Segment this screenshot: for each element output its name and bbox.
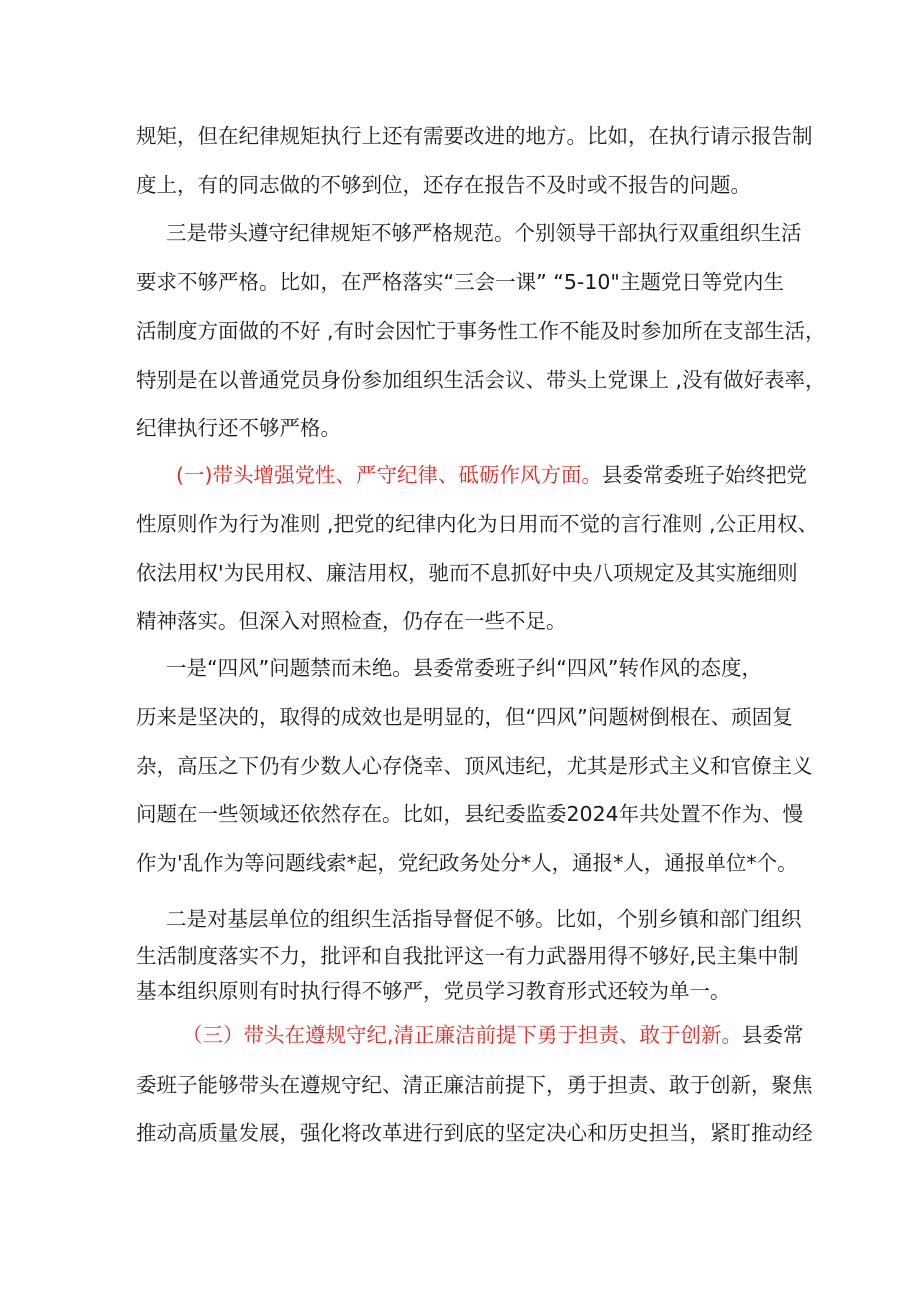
text-line: 精神落实。但深入对照检查，仍存在一些不足。	[136, 609, 567, 633]
text-span: 县委常委班子始终把党	[602, 463, 807, 487]
text-line: 要求不够严格。比如，在严格落实“三会一课” “5-10"主题党日等党内生	[136, 270, 784, 294]
text-line: 二是对基层单位的组织生活指导督促不够。比如，个别乡镇和部门组织	[166, 907, 802, 931]
text-line: 问题在一些领域还依然存在。比如，县纪委监委2024年共处置不作为、慢	[136, 802, 804, 826]
text-line: 基本组织原则有时执行得不够严，党员学习教育形式还较为单一。	[136, 979, 731, 1003]
text-line: 一是“四风”问题禁而未绝。县委常委班子纠“四风”转作风的态度，	[166, 656, 762, 680]
text-line: 纪律执行还不够严格。	[136, 416, 341, 440]
section-heading: (一)带头增强党性、严守纪律、砥砺作风方面。	[176, 463, 602, 487]
text-line: 历来是坚决的，取得的成效也是明显的，但“四风”问题树倒根在、顽固复	[136, 705, 793, 729]
text-line: 度上，有的同志做的不够到位，还存在报告不及时或不报告的问题。	[136, 173, 751, 197]
text-span: 县委常	[742, 1023, 804, 1047]
text-line: 规矩，但在纪律规矩执行上还有需要改进的地方。比如，在执行请示报告制	[136, 124, 813, 148]
text-line: 特别是在以普通党员身份参加组织生活会议、带头上党课上 ,没有做好表率，	[136, 368, 826, 392]
section-heading-line	[182, 1021, 804, 1049]
section-heading-line	[176, 461, 807, 489]
text-line: 杂，高压之下仍有少数人心存侥幸、顶风违纪，尤其是形式主义和官僚主义	[136, 754, 813, 778]
text-line: 推动高质量发展，强化将改革进行到底的坚定决心和历史担当，紧盯推动经	[136, 1121, 813, 1145]
text-line: 生活制度落实不力，批评和自我批评这一有力武器用得不够好,民主集中制	[136, 944, 799, 968]
text-line: 三是带头遵守纪律规矩不够严格规范。个别领导干部执行双重组织生活	[166, 221, 802, 245]
text-line: 作为'乱作为等问题线索*起，党纪政务处分*人，通报*人，通报单位*个。	[136, 851, 798, 875]
section-heading: （三）带头在遵规守纪,清正廉洁前提下勇于担责、敢于创新。	[182, 1023, 743, 1047]
text-line: 活制度方面做的不好 ,有时会因忙于事务性工作不能及时参加所在支部生活，	[136, 319, 826, 343]
text-line: 委班子能够带头在遵规守纪、清正廉洁前提下，勇于担责、敢于创新，聚焦	[136, 1073, 813, 1097]
text-line: 性原则作为行为准则 ,把党的纪律内化为日用而不觉的言行准则 ,公正用权、	[136, 512, 819, 536]
text-line: 依法用权'为民用权、廉洁用权，驰而不息抓好中央八项规定及其实施细则	[136, 561, 798, 585]
